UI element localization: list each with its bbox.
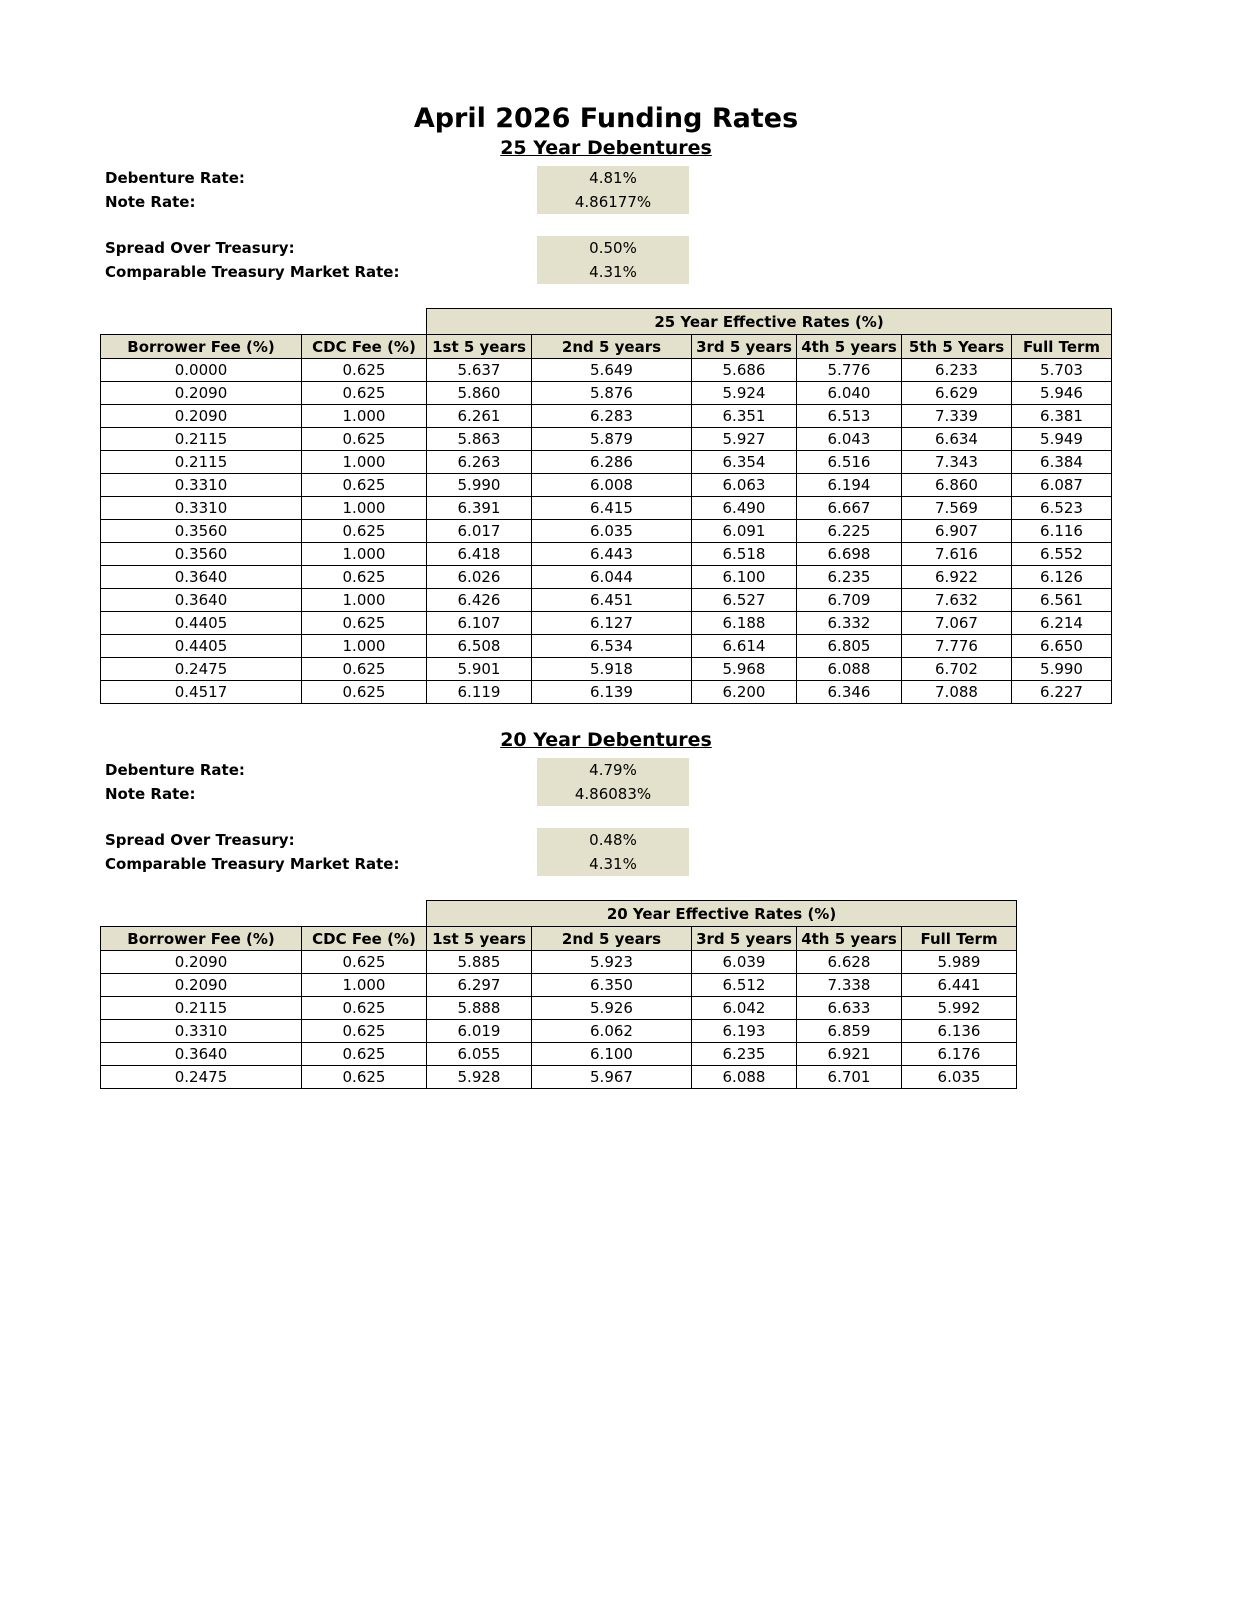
table-cell: 6.381	[1012, 405, 1112, 428]
table-cell: 6.629	[902, 382, 1012, 405]
table-row	[101, 1043, 1017, 1066]
table-cell: 6.039	[692, 951, 797, 974]
rate-row	[100, 828, 1112, 852]
table-cell: 0.4517	[101, 681, 302, 704]
rate-row	[100, 852, 1112, 876]
table-cell: 6.261	[427, 405, 532, 428]
table-cell: 0.3640	[101, 566, 302, 589]
table-cell: 0.2115	[101, 451, 302, 474]
table-cell: 7.776	[902, 635, 1012, 658]
table-cell: 0.0000	[101, 359, 302, 382]
table-cell: 7.343	[902, 451, 1012, 474]
table-cell: 6.418	[427, 543, 532, 566]
table-cell: 7.632	[902, 589, 1012, 612]
table-cell: 6.667	[797, 497, 902, 520]
table-cell: 5.649	[532, 359, 692, 382]
table-cell: 5.923	[532, 951, 692, 974]
table-cell: 6.100	[532, 1043, 692, 1066]
column-header: CDC Fee (%)	[302, 927, 427, 951]
spread-label: Spread Over Treasury:	[105, 831, 295, 849]
table-cell: 6.628	[797, 951, 902, 974]
table-cell: 6.100	[692, 566, 797, 589]
table-cell: 6.513	[797, 405, 902, 428]
table-row	[101, 589, 1112, 612]
table-cell: 6.384	[1012, 451, 1112, 474]
column-header: CDC Fee (%)	[302, 335, 427, 359]
table-cell: 5.989	[902, 951, 1017, 974]
note-rate-label: Note Rate:	[105, 785, 196, 803]
table-row	[101, 566, 1112, 589]
table-cell: 6.107	[427, 612, 532, 635]
table-cell: 5.967	[532, 1066, 692, 1089]
table-cell: 6.561	[1012, 589, 1112, 612]
table-corner-spacer	[101, 901, 427, 927]
table-cell: 6.008	[532, 474, 692, 497]
table-cell: 0.625	[302, 520, 427, 543]
table-cell: 6.043	[797, 428, 902, 451]
table-cell: 5.703	[1012, 359, 1112, 382]
column-header: Borrower Fee (%)	[101, 927, 302, 951]
note-rate-value: 4.86177%	[537, 190, 689, 214]
table-cell: 0.2475	[101, 1066, 302, 1089]
table-cell: 0.3560	[101, 520, 302, 543]
table-cell: 1.000	[302, 974, 427, 997]
table-cell: 6.523	[1012, 497, 1112, 520]
table-cell: 6.859	[797, 1020, 902, 1043]
rate-row	[100, 166, 1112, 190]
table-cell: 0.625	[302, 382, 427, 405]
table-wrap-20yr	[100, 900, 1112, 1089]
table-cell: 6.415	[532, 497, 692, 520]
debenture-rate-label: Debenture Rate:	[105, 761, 245, 779]
table-row	[101, 543, 1112, 566]
table-cell: 6.552	[1012, 543, 1112, 566]
table-cell: 0.625	[302, 1066, 427, 1089]
table-row	[101, 520, 1112, 543]
table-cell: 6.698	[797, 543, 902, 566]
treasury-rate-label: Comparable Treasury Market Rate:	[105, 263, 400, 281]
table-cell: 6.040	[797, 382, 902, 405]
table-cell: 7.616	[902, 543, 1012, 566]
section-heading-25yr: 25 Year Debentures	[500, 137, 712, 159]
rate-row	[100, 236, 1112, 260]
table-cell: 6.200	[692, 681, 797, 704]
column-header: 3rd 5 years	[692, 927, 797, 951]
table-row	[101, 1066, 1017, 1089]
table-row	[101, 974, 1017, 997]
table-cell: 6.443	[532, 543, 692, 566]
table-cell: 6.214	[1012, 612, 1112, 635]
table-cell: 5.888	[427, 997, 532, 1020]
column-header: 5th 5 Years	[902, 335, 1012, 359]
table-cell: 6.633	[797, 997, 902, 1020]
table-cell: 5.863	[427, 428, 532, 451]
table-cell: 7.067	[902, 612, 1012, 635]
table-cell: 0.625	[302, 997, 427, 1020]
column-header: 4th 5 years	[797, 335, 902, 359]
table-cell: 5.860	[427, 382, 532, 405]
table-cell: 6.235	[692, 1043, 797, 1066]
column-header: 1st 5 years	[427, 335, 532, 359]
table-cell: 6.702	[902, 658, 1012, 681]
table-cell: 6.176	[902, 1043, 1017, 1066]
column-header: 3rd 5 years	[692, 335, 797, 359]
table-cell: 0.3310	[101, 497, 302, 520]
table-cell: 6.035	[902, 1066, 1017, 1089]
table-cell: 0.625	[302, 1020, 427, 1043]
table-cell: 0.3310	[101, 474, 302, 497]
page-title: April 2026 Funding Rates	[413, 103, 799, 134]
debenture-rate-value: 4.81%	[537, 166, 689, 190]
table-cell: 0.2090	[101, 405, 302, 428]
table-cell: 7.569	[902, 497, 1012, 520]
debenture-rate-value: 4.79%	[537, 758, 689, 782]
table-cell: 5.946	[1012, 382, 1112, 405]
rate-block-25yr-debenture	[100, 166, 1112, 214]
table-cell: 0.625	[302, 951, 427, 974]
table-cell: 6.233	[902, 359, 1012, 382]
table-cell: 6.127	[532, 612, 692, 635]
table-row	[101, 997, 1017, 1020]
table-cell: 0.625	[302, 359, 427, 382]
table-cell: 6.283	[532, 405, 692, 428]
table-cell: 6.225	[797, 520, 902, 543]
table-cell: 1.000	[302, 589, 427, 612]
table-cell: 0.4405	[101, 635, 302, 658]
table-cell: 6.026	[427, 566, 532, 589]
table-cell: 6.088	[797, 658, 902, 681]
table-cell: 6.351	[692, 405, 797, 428]
table-cell: 0.625	[302, 428, 427, 451]
rate-row	[100, 190, 1112, 214]
table-cell: 6.062	[532, 1020, 692, 1043]
table-cell: 6.860	[902, 474, 1012, 497]
table-cell: 0.625	[302, 658, 427, 681]
rate-row	[100, 260, 1112, 284]
table-cell: 0.2090	[101, 382, 302, 405]
table-cell: 5.992	[902, 997, 1017, 1020]
table-cell: 6.139	[532, 681, 692, 704]
table-cell: 7.339	[902, 405, 1012, 428]
table-cell: 6.614	[692, 635, 797, 658]
table-cell: 6.188	[692, 612, 797, 635]
table-cell: 0.3560	[101, 543, 302, 566]
table-cell: 7.088	[902, 681, 1012, 704]
span-header-row	[101, 901, 1017, 927]
table-cell: 6.193	[692, 1020, 797, 1043]
table-cell: 1.000	[302, 635, 427, 658]
note-rate-label: Note Rate:	[105, 193, 196, 211]
table-cell: 6.088	[692, 1066, 797, 1089]
table-cell: 5.885	[427, 951, 532, 974]
table-cell: 6.441	[902, 974, 1017, 997]
effective-rates-span-header: 20 Year Effective Rates (%)	[427, 901, 1017, 927]
table-cell: 0.4405	[101, 612, 302, 635]
table-cell: 5.686	[692, 359, 797, 382]
note-rate-value: 4.86083%	[537, 782, 689, 806]
span-header-row	[101, 309, 1112, 335]
table-cell: 6.042	[692, 997, 797, 1020]
table-cell: 6.426	[427, 589, 532, 612]
table-cell: 1.000	[302, 451, 427, 474]
treasury-rate-value: 4.31%	[537, 260, 689, 284]
table-cell: 6.055	[427, 1043, 532, 1066]
table-cell: 6.354	[692, 451, 797, 474]
table-cell: 6.126	[1012, 566, 1112, 589]
table-row	[101, 951, 1017, 974]
table-cell: 5.879	[532, 428, 692, 451]
table-cell: 6.701	[797, 1066, 902, 1089]
table-cell: 6.534	[532, 635, 692, 658]
table-cell: 6.297	[427, 974, 532, 997]
table-cell: 0.2090	[101, 974, 302, 997]
table-cell: 6.907	[902, 520, 1012, 543]
table-row	[101, 658, 1112, 681]
table-cell: 5.928	[427, 1066, 532, 1089]
table-cell: 6.091	[692, 520, 797, 543]
table-cell: 6.087	[1012, 474, 1112, 497]
table-row	[101, 497, 1112, 520]
table-row	[101, 474, 1112, 497]
table-cell: 6.527	[692, 589, 797, 612]
table-cell: 0.2115	[101, 428, 302, 451]
table-cell: 5.968	[692, 658, 797, 681]
table-corner-spacer	[101, 309, 427, 335]
table-cell: 6.350	[532, 974, 692, 997]
table-row	[101, 359, 1112, 382]
table-cell: 0.3310	[101, 1020, 302, 1043]
table-cell: 5.901	[427, 658, 532, 681]
table-cell: 6.136	[902, 1020, 1017, 1043]
table-cell: 6.119	[427, 681, 532, 704]
table-cell: 6.921	[797, 1043, 902, 1066]
treasury-rate-value: 4.31%	[537, 852, 689, 876]
rate-block-20yr-treasury	[100, 828, 1112, 876]
table-cell: 6.709	[797, 589, 902, 612]
table-cell: 6.235	[797, 566, 902, 589]
table-cell: 6.805	[797, 635, 902, 658]
rate-row	[100, 782, 1112, 806]
table-cell: 0.625	[302, 474, 427, 497]
table-cell: 5.776	[797, 359, 902, 382]
column-header-row	[101, 335, 1112, 359]
table-cell: 6.263	[427, 451, 532, 474]
document-content	[100, 104, 1112, 1089]
table-cell: 5.876	[532, 382, 692, 405]
table-cell: 6.650	[1012, 635, 1112, 658]
table-cell: 0.2090	[101, 951, 302, 974]
table-cell: 6.194	[797, 474, 902, 497]
table-cell: 6.116	[1012, 520, 1112, 543]
table-cell: 6.346	[797, 681, 902, 704]
table-row	[101, 612, 1112, 635]
table-cell: 6.518	[692, 543, 797, 566]
table-row	[101, 681, 1112, 704]
table-cell: 6.019	[427, 1020, 532, 1043]
table-cell: 1.000	[302, 405, 427, 428]
table-cell: 6.634	[902, 428, 1012, 451]
table-cell: 6.332	[797, 612, 902, 635]
table-cell: 1.000	[302, 497, 427, 520]
table-cell: 6.044	[532, 566, 692, 589]
table-cell: 6.516	[797, 451, 902, 474]
column-header: 1st 5 years	[427, 927, 532, 951]
treasury-rate-label: Comparable Treasury Market Rate:	[105, 855, 400, 873]
table-cell: 6.512	[692, 974, 797, 997]
spread-value: 0.50%	[537, 236, 689, 260]
spread-value: 0.48%	[537, 828, 689, 852]
effective-rates-table-25yr	[100, 308, 1112, 704]
effective-rates-table-20yr	[100, 900, 1017, 1089]
column-header-row	[101, 927, 1017, 951]
table-cell: 5.924	[692, 382, 797, 405]
table-cell: 0.625	[302, 681, 427, 704]
table-row	[101, 405, 1112, 428]
table-cell: 5.990	[427, 474, 532, 497]
table-cell: 6.017	[427, 520, 532, 543]
column-header: Full Term	[1012, 335, 1112, 359]
table-cell: 6.508	[427, 635, 532, 658]
effective-rates-span-header: 25 Year Effective Rates (%)	[427, 309, 1112, 335]
column-header: 2nd 5 years	[532, 335, 692, 359]
rate-block-25yr-treasury	[100, 236, 1112, 284]
table-row	[101, 635, 1112, 658]
column-header: Borrower Fee (%)	[101, 335, 302, 359]
column-header: Full Term	[902, 927, 1017, 951]
table-cell: 6.451	[532, 589, 692, 612]
table-row	[101, 451, 1112, 474]
table-row	[101, 382, 1112, 405]
table-cell: 6.286	[532, 451, 692, 474]
table-cell: 6.063	[692, 474, 797, 497]
table-cell: 5.926	[532, 997, 692, 1020]
spread-label: Spread Over Treasury:	[105, 239, 295, 257]
table-cell: 6.035	[532, 520, 692, 543]
table-cell: 0.3640	[101, 589, 302, 612]
rate-row	[100, 758, 1112, 782]
column-header: 4th 5 years	[797, 927, 902, 951]
table-cell: 1.000	[302, 543, 427, 566]
debenture-rate-label: Debenture Rate:	[105, 169, 245, 187]
table-cell: 0.3640	[101, 1043, 302, 1066]
column-header: 2nd 5 years	[532, 927, 692, 951]
table-cell: 5.927	[692, 428, 797, 451]
table-cell: 0.625	[302, 566, 427, 589]
table-cell: 5.918	[532, 658, 692, 681]
table-cell: 5.990	[1012, 658, 1112, 681]
table-cell: 6.490	[692, 497, 797, 520]
table-cell: 7.338	[797, 974, 902, 997]
table-cell: 5.637	[427, 359, 532, 382]
section-heading-20yr: 20 Year Debentures	[500, 729, 712, 751]
table-cell: 6.227	[1012, 681, 1112, 704]
table-cell: 0.625	[302, 612, 427, 635]
table-cell: 6.922	[902, 566, 1012, 589]
table-row	[101, 1020, 1017, 1043]
table-cell: 6.391	[427, 497, 532, 520]
table-wrap-25yr	[100, 308, 1112, 704]
table-cell: 0.2475	[101, 658, 302, 681]
rate-block-20yr-debenture	[100, 758, 1112, 806]
table-cell: 0.2115	[101, 997, 302, 1020]
table-row	[101, 428, 1112, 451]
table-cell: 5.949	[1012, 428, 1112, 451]
table-cell: 0.625	[302, 1043, 427, 1066]
